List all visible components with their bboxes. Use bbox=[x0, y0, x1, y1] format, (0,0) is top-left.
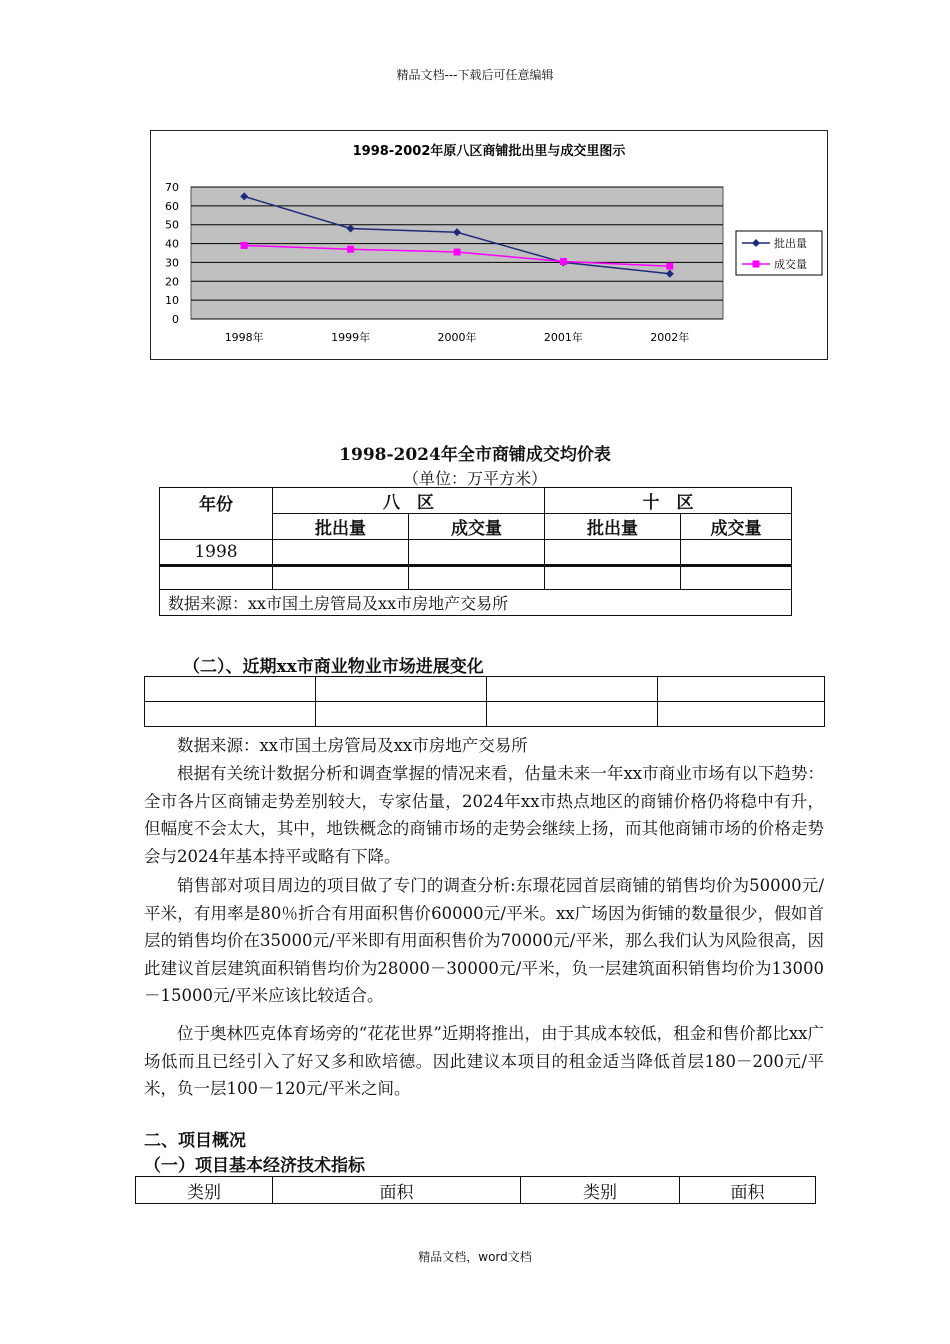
y-tick-label: 10 bbox=[165, 294, 179, 308]
section3-heading: 二、项目概况 bbox=[144, 1131, 246, 1151]
section2-source: 数据来源：xx市国土房管局及xx市房地产交易所 bbox=[177, 736, 528, 755]
data-point bbox=[241, 242, 248, 249]
data-point bbox=[347, 246, 354, 253]
x-tick-label: 2000年 bbox=[437, 331, 477, 344]
table-cell bbox=[145, 702, 316, 727]
table-cell bbox=[545, 566, 681, 590]
sub-header: 批出量 bbox=[545, 514, 681, 540]
table-cell bbox=[316, 677, 487, 702]
table-cell bbox=[487, 677, 658, 702]
y-tick-label: 40 bbox=[165, 237, 179, 251]
paragraph-pricing: 销售部对项目周边的项目做了专门的调查分析:东璟花园首层商铺的销售均价为50000元/平米，有用率是80％折合有用面积售价60000元/平米。xx广场因为街铺的数量很少，假如首层的销售均价在35000元/平米即有用面积售价为70000元/平米，那么我们认为风险很高，因此建议首层建筑面积销售均价为28000－30000元/平米，负一层建筑面积销售均价为13000－15000元/平米应该比较适合。 bbox=[144, 876, 824, 1006]
legend-label: 批出量 bbox=[774, 237, 807, 250]
data-point bbox=[560, 258, 567, 265]
group-ba-qu: 八 区 bbox=[273, 488, 545, 514]
table-cell bbox=[273, 540, 409, 566]
line-chart bbox=[150, 130, 828, 360]
table-cell bbox=[658, 677, 825, 702]
data-point bbox=[666, 263, 673, 270]
group-shi-qu: 十 区 bbox=[545, 488, 792, 514]
legend-marker bbox=[753, 261, 760, 268]
x-tick-label: 1998年 bbox=[224, 331, 264, 344]
section2-heading: （二）、近期xx市商业物业市场进展变化 bbox=[183, 657, 484, 677]
table-cell bbox=[316, 702, 487, 727]
row-year: 1998 bbox=[160, 540, 273, 566]
indicator-table bbox=[135, 1176, 816, 1204]
chart-title: 1998-2002年原八区商铺批出里与成交里图示 bbox=[352, 144, 626, 159]
table-cell bbox=[487, 702, 658, 727]
table-cell bbox=[160, 566, 273, 590]
table-cell bbox=[681, 566, 792, 590]
y-tick-label: 20 bbox=[165, 275, 179, 289]
sub-header: 成交量 bbox=[681, 514, 792, 540]
table1-unit: （单位：万平方米） bbox=[402, 469, 547, 488]
indicator-header: 面积 bbox=[273, 1177, 521, 1204]
paragraph-trend: 根据有关统计数据分析和调查掌握的情况来看，估量未来一年xx市商业市场有以下趋势：全市各片区商铺走势差别较大，专家估量，2024年xx市热点地区的商铺价格仍将稳中有升，但幅度不会太大，其中，地铁概念的商铺市场的走势会继续上扬，而其他商铺市场的价格走势会与2024年基本持平或略有下降。 bbox=[144, 764, 824, 866]
table-cell bbox=[409, 566, 545, 590]
page-footer: 精品文档，word文档 bbox=[418, 1250, 532, 1264]
chart-svg bbox=[151, 131, 827, 359]
x-tick-label: 2001年 bbox=[543, 331, 583, 344]
indicator-header: 类别 bbox=[521, 1177, 680, 1204]
y-tick-label: 30 bbox=[165, 256, 179, 270]
sub-header: 批出量 bbox=[273, 514, 409, 540]
table-cell bbox=[681, 540, 792, 566]
section3-subheading: （一）项目基本经济技术指标 bbox=[144, 1156, 365, 1176]
table1-source: 数据来源：xx市国土房管局及xx市房地产交易所 bbox=[160, 590, 792, 616]
x-tick-label: 2002年 bbox=[650, 331, 690, 344]
sub-header: 成交量 bbox=[409, 514, 545, 540]
empty-table bbox=[144, 676, 825, 727]
y-tick-label: 70 bbox=[165, 181, 179, 194]
table1-title: 1998-2024年全市商铺成交均价表 bbox=[339, 445, 611, 465]
y-tick-label: 50 bbox=[165, 218, 179, 232]
paragraph-competitor: 位于奥林匹克体育场旁的“花花世界”近期将推出，由于其成本较低，租金和售价都比xx广场低而且已经引入了好又多和欧培德。因此建议本项目的租金适当降低首层180－200元/平米，负一层100－120元/平米之间。 bbox=[144, 1024, 824, 1099]
indicator-header: 类别 bbox=[136, 1177, 273, 1204]
table-cell bbox=[273, 566, 409, 590]
table-cell bbox=[409, 540, 545, 566]
col-year-header: 年份 bbox=[160, 488, 273, 540]
legend-label: 成交量 bbox=[774, 258, 807, 271]
y-tick-label: 60 bbox=[165, 199, 179, 213]
y-tick-label: 0 bbox=[172, 313, 179, 326]
x-tick-label: 1999年 bbox=[331, 331, 371, 344]
table-cell bbox=[145, 677, 316, 702]
table-cell bbox=[545, 540, 681, 566]
data-point bbox=[454, 249, 461, 256]
price-table bbox=[159, 487, 792, 616]
indicator-header: 面积 bbox=[680, 1177, 816, 1204]
page-header: 精品文档---下载后可任意编辑 bbox=[396, 68, 554, 82]
table-cell bbox=[658, 702, 825, 727]
